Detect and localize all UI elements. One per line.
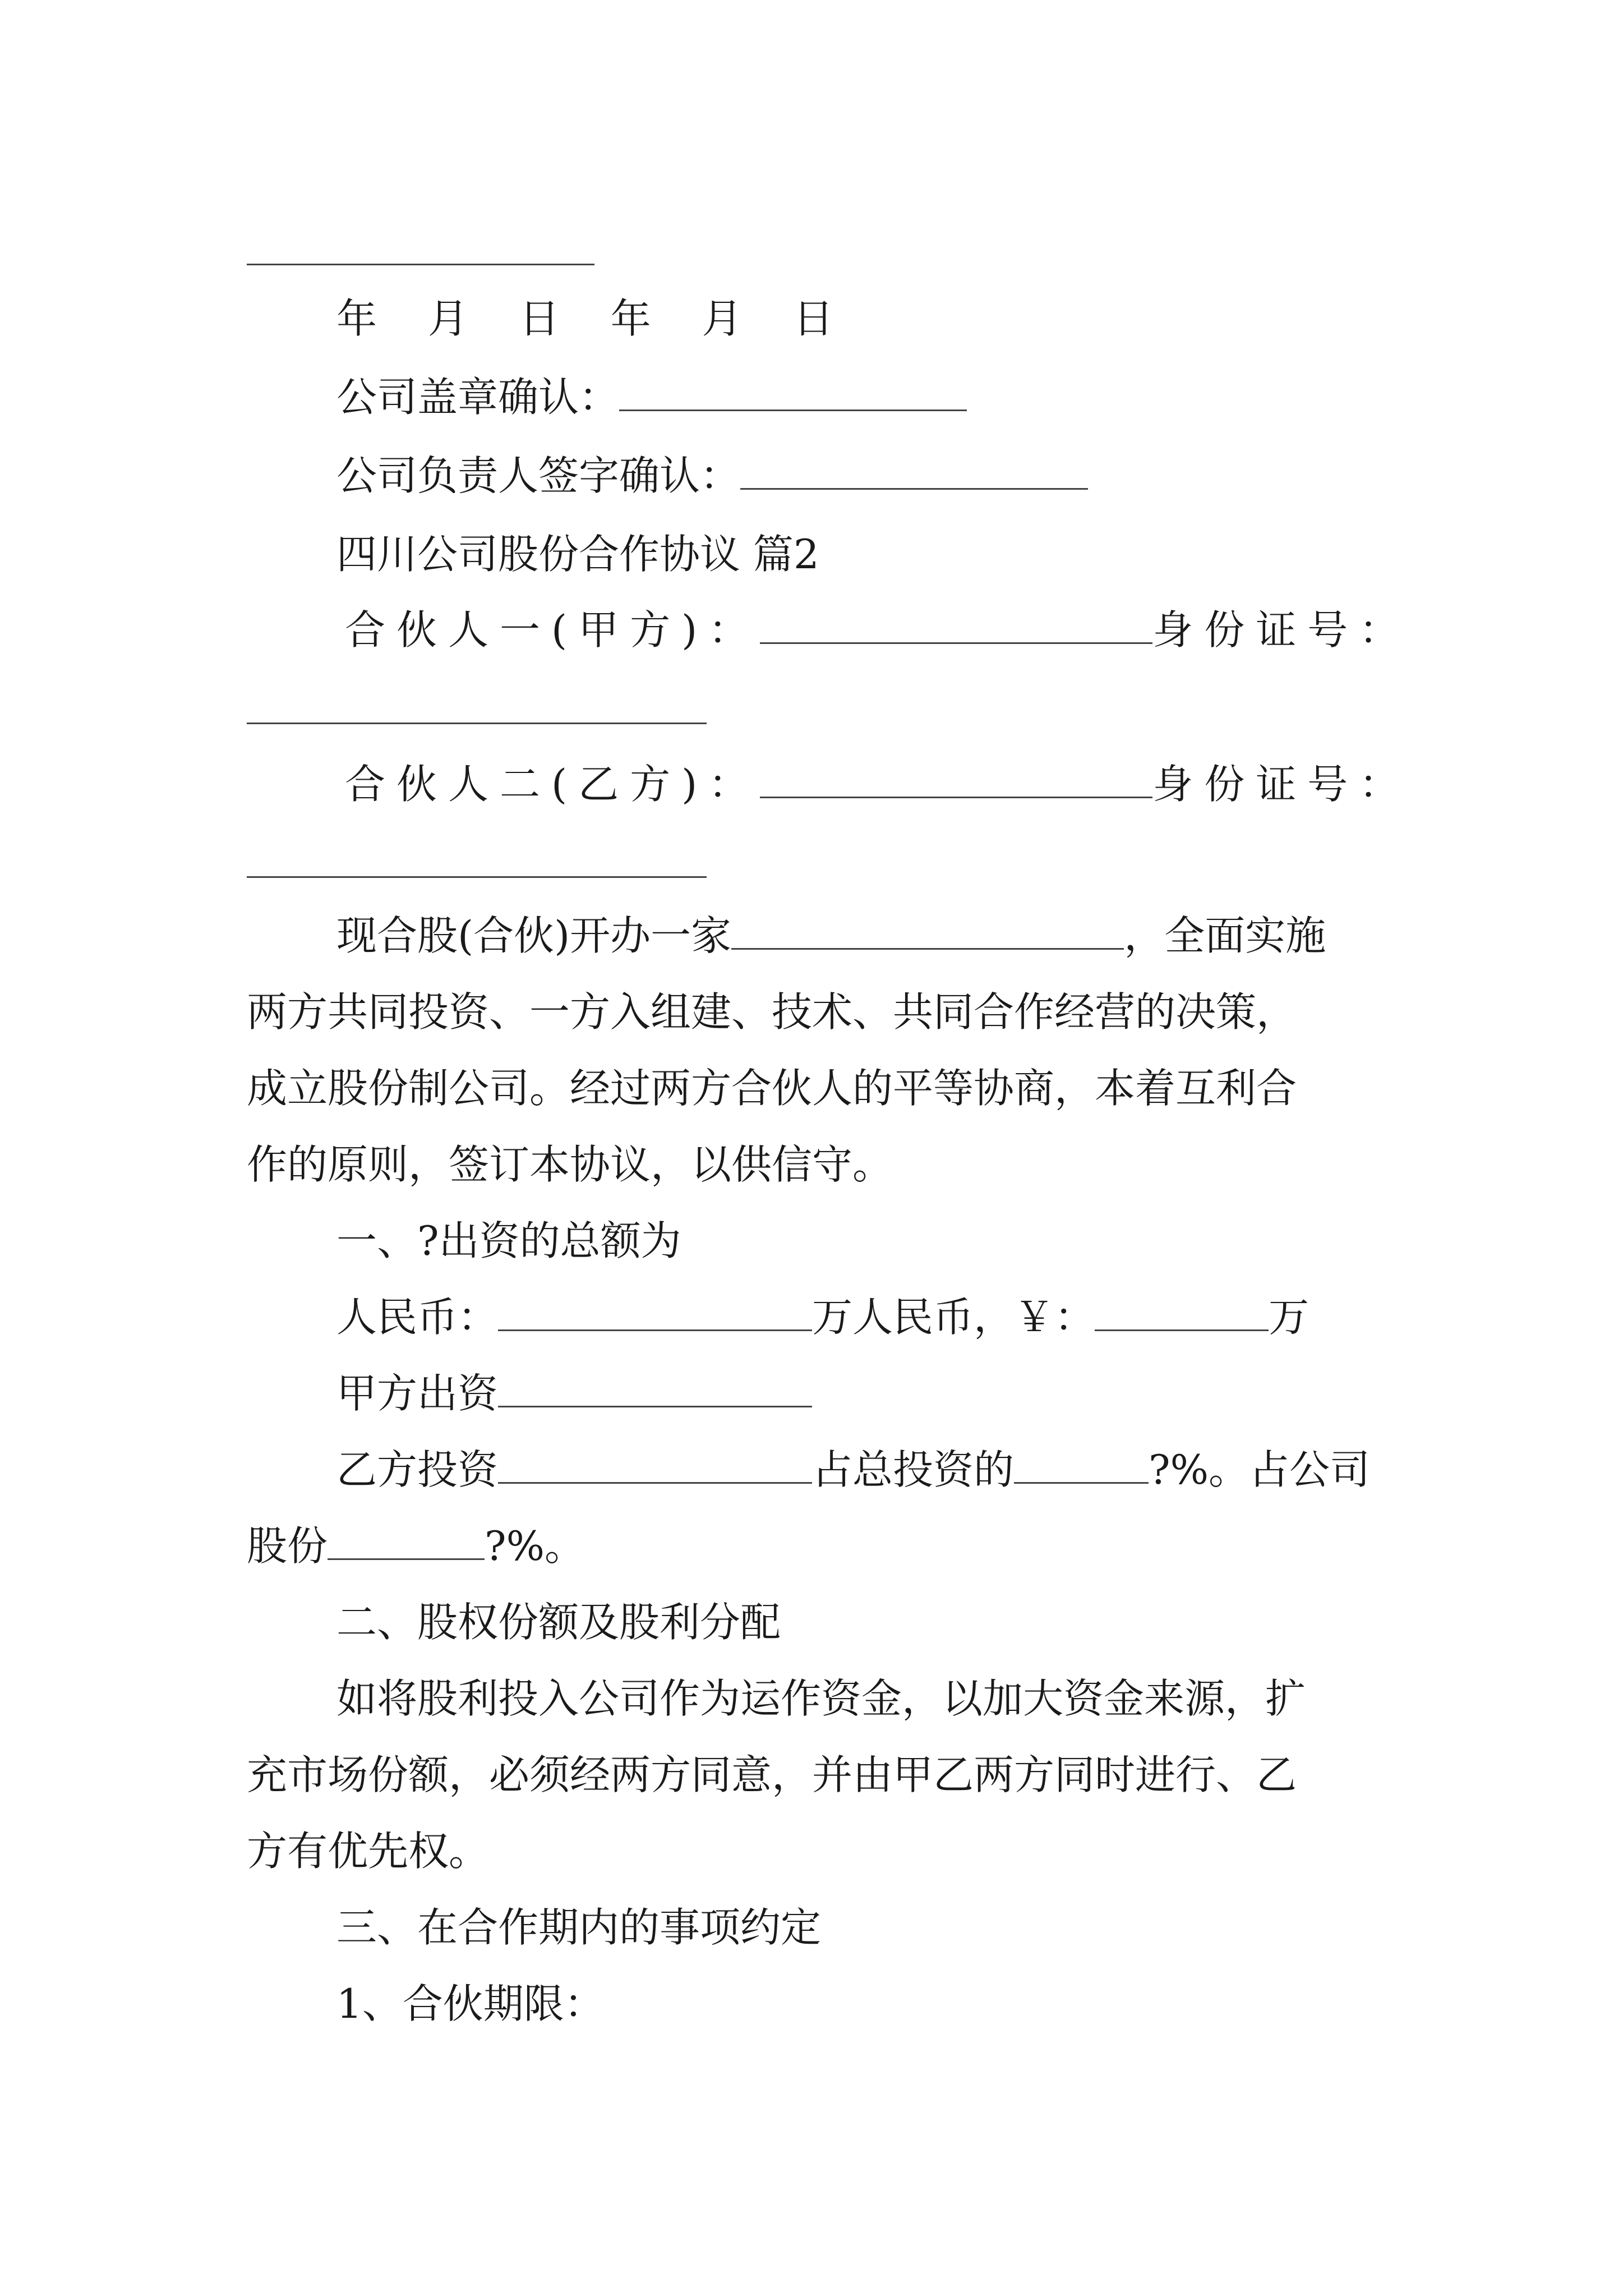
total-share-label: 占总投资的 bbox=[812, 1446, 1015, 1493]
sign-label: 公司负责人签字确认： bbox=[336, 452, 741, 499]
section2-title: 二、股权份额及股利分配 bbox=[336, 1599, 781, 1646]
partner1-label: 合伙人一(甲方)： bbox=[345, 606, 760, 654]
total-share-blank bbox=[1014, 1443, 1149, 1484]
partner2-id-label: 身份证号： bbox=[1152, 761, 1411, 808]
yi-invest-line bbox=[336, 1443, 1370, 1497]
pct-company-label: ?%。占公司 bbox=[1149, 1446, 1371, 1493]
rmb-line bbox=[336, 1290, 1309, 1344]
top-signature-line bbox=[247, 264, 594, 265]
partner1-id-label: 身份证号： bbox=[1152, 606, 1411, 654]
yuan-amount-blank bbox=[1095, 1290, 1269, 1331]
date-line: 年 月 日 年 月 日 bbox=[336, 295, 853, 342]
wan-rmb-label: 万人民币，￥： bbox=[812, 1294, 1095, 1341]
share-label: 股份 bbox=[247, 1522, 328, 1570]
section1-title: 一、?出资的总额为 bbox=[336, 1217, 681, 1264]
jia-invest-label: 甲方出资 bbox=[336, 1370, 499, 1417]
rmb-label: 人民币： bbox=[336, 1294, 499, 1341]
intro-line-4: 作的原则，签订本协议，以供信守。 bbox=[247, 1141, 893, 1188]
jia-invest-line bbox=[336, 1366, 812, 1420]
share-line bbox=[247, 1519, 585, 1573]
partner2-name-blank bbox=[760, 757, 1152, 798]
partner1-id-line bbox=[247, 723, 707, 724]
share-pct-blank bbox=[328, 1519, 485, 1560]
partner2-line bbox=[345, 757, 1410, 811]
seal-label: 公司盖章确认： bbox=[336, 374, 620, 421]
wan-label: 万 bbox=[1269, 1294, 1310, 1341]
partner1-name-blank bbox=[760, 603, 1152, 644]
section2-line-2: 充市场份额，必须经两方同意，并由甲乙两方同时进行、乙 bbox=[247, 1751, 1297, 1798]
intro-prefix: 现合股(合伙)开办一家 bbox=[336, 912, 732, 959]
seal-blank bbox=[619, 370, 967, 411]
rmb-amount-blank bbox=[498, 1290, 812, 1331]
yi-invest-label: 乙方投资 bbox=[336, 1446, 499, 1493]
intro-suffix: ，全面实施 bbox=[1124, 912, 1326, 959]
section2-line-1: 如将股利投入公司作为运作资金，以加大资金来源，扩 bbox=[336, 1675, 1306, 1722]
intro-line-1 bbox=[336, 909, 1326, 963]
section-title: 四川公司股份合作协议 篇2 bbox=[336, 531, 819, 578]
partner1-line bbox=[345, 603, 1410, 657]
section2-line-3: 方有优先权。 bbox=[247, 1828, 490, 1875]
partner2-id-line bbox=[247, 876, 707, 878]
item1-term: 1、合伙期限： bbox=[336, 1980, 605, 2027]
pct-end-label: ?%。 bbox=[485, 1522, 585, 1570]
intro-line-2: 两方共同投资、一方入组建、技术、共同合作经营的决策， bbox=[247, 988, 1297, 1036]
section3-title: 三、在合作期内的事项约定 bbox=[336, 1904, 822, 1951]
sign-confirm-line bbox=[336, 449, 1088, 503]
jia-invest-blank bbox=[498, 1366, 812, 1407]
partner2-label: 合伙人二(乙方)： bbox=[345, 761, 760, 808]
sign-blank bbox=[740, 449, 1088, 490]
company-name-blank bbox=[731, 909, 1124, 950]
yi-invest-blank bbox=[498, 1443, 812, 1484]
intro-line-3: 成立股份制公司。经过两方合伙人的平等协商，本着互利合 bbox=[247, 1065, 1297, 1112]
seal-confirm-line bbox=[336, 370, 967, 424]
